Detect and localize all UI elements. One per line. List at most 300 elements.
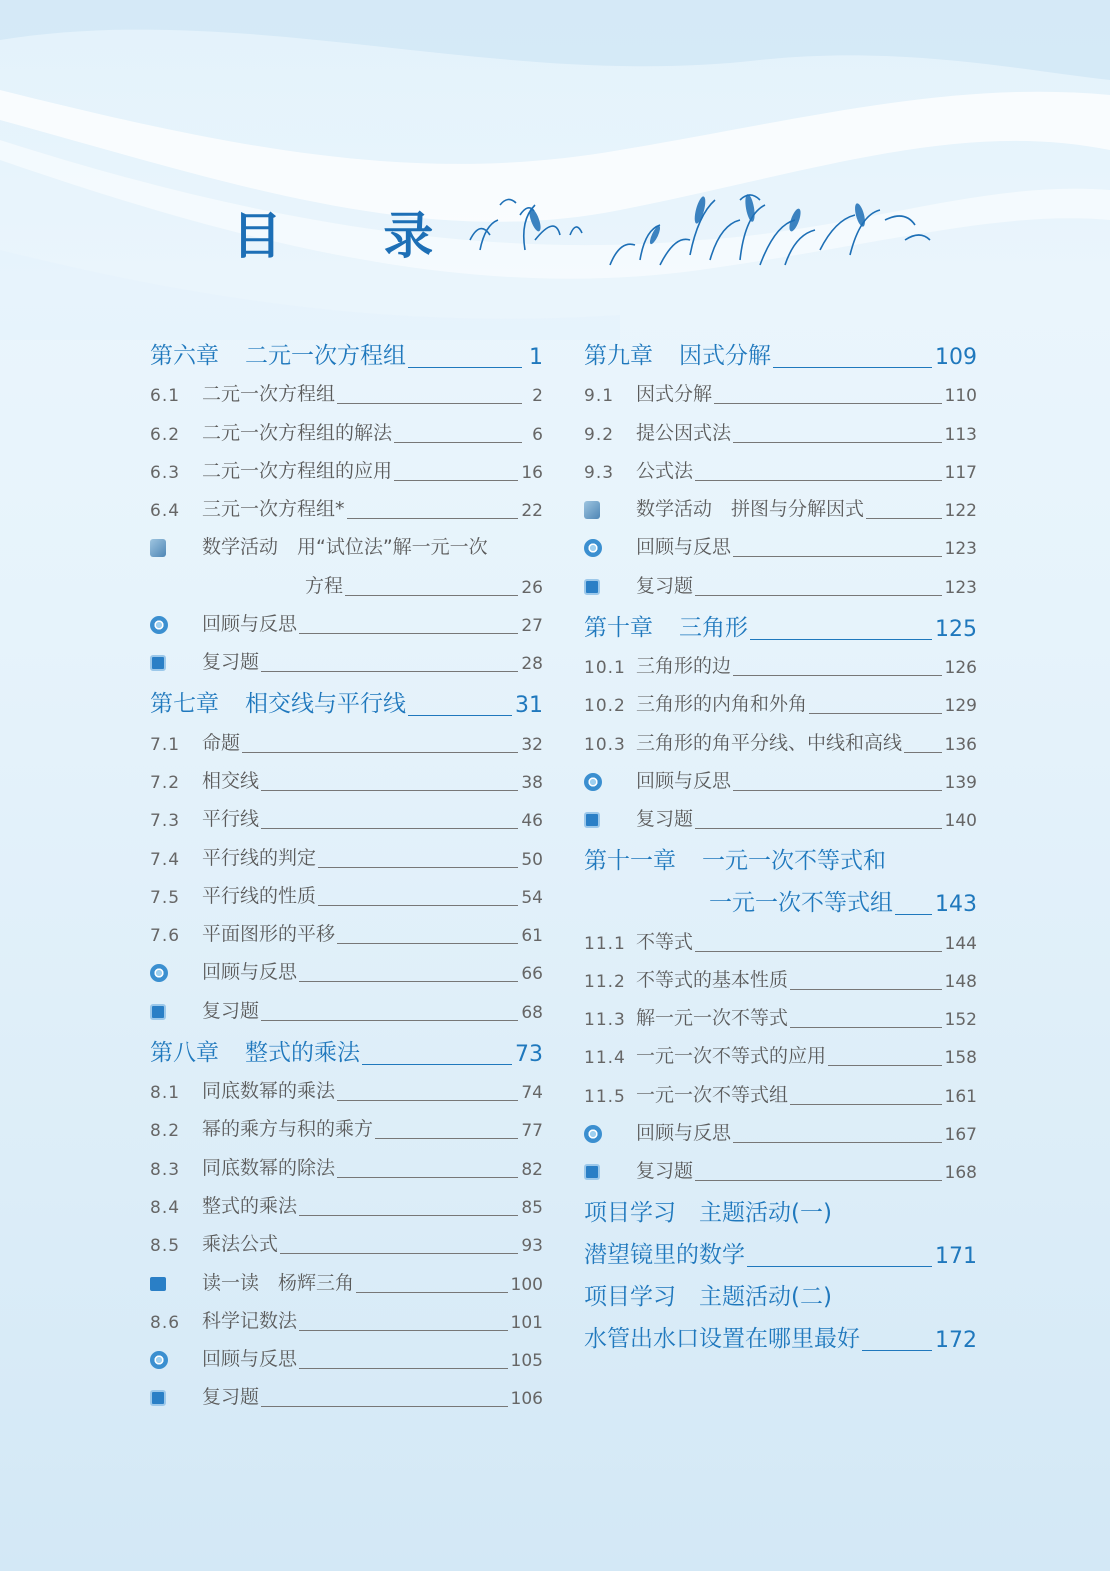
page-number: 122 [944, 501, 977, 522]
section-number: 11.3 [584, 1010, 626, 1031]
page-number: 139 [944, 772, 977, 793]
toc-entry-inner [584, 418, 977, 453]
toc-section[interactable] [584, 724, 977, 762]
toc-entry-inner [150, 1229, 543, 1264]
toc-entry-inner [584, 965, 977, 1000]
activity-title: 复习题 [636, 1160, 694, 1183]
review-icon [150, 1351, 168, 1369]
page-number: 22 [521, 501, 543, 522]
leader-line [261, 1406, 508, 1407]
project-title: 潜望镜里的数学 [584, 1242, 745, 1269]
toc-section[interactable] [584, 453, 977, 491]
section-number: 6.2 [150, 424, 181, 445]
leader-line [345, 595, 518, 596]
toc-chapter[interactable] [584, 606, 977, 648]
page-number: 123 [944, 539, 977, 560]
leader-line [299, 1330, 508, 1331]
chapter-number: 第八章 [150, 1039, 219, 1066]
activity-title: 回顾与反思 [636, 1122, 732, 1145]
page-number: 66 [521, 964, 543, 985]
toc-entry-inner [150, 1268, 543, 1303]
page-number: 85 [521, 1197, 543, 1218]
section-number: 8.4 [150, 1197, 181, 1218]
leader-line [904, 752, 942, 753]
toc-section[interactable] [584, 1000, 977, 1038]
exercise-icon-wrap [150, 1001, 202, 1023]
project-title: 项目学习 主题活动(二) [584, 1284, 832, 1311]
leader-line [375, 1138, 518, 1139]
toc-activity[interactable] [584, 567, 977, 605]
section-number: 10.1 [584, 658, 626, 679]
section-number: 11.5 [584, 1086, 626, 1107]
toc-activity[interactable] [150, 606, 543, 644]
section-number: 9.1 [584, 386, 615, 407]
section-title: 幂的乘方与积的乘方 [202, 1118, 374, 1141]
leader-line [790, 1027, 942, 1028]
toc-entry-inner [150, 957, 543, 992]
section-title: 三角形的角平分线、中线和高线 [636, 731, 903, 754]
toc-activity[interactable] [584, 529, 977, 567]
toc-entry-inner [150, 766, 543, 801]
page-number: 167 [944, 1125, 977, 1146]
toc-entry-inner [150, 1153, 543, 1188]
section-title: 一元一次不等式的应用 [636, 1045, 827, 1068]
leader-line [408, 367, 522, 368]
section-title: 不等式 [636, 930, 694, 953]
page-number: 105 [510, 1351, 543, 1372]
toc-entry-inner [584, 571, 977, 606]
page-number: 26 [521, 577, 543, 598]
toc-entry-inner [584, 1320, 977, 1359]
toc-section[interactable] [150, 839, 543, 877]
leader-line [337, 943, 518, 944]
toc-entry-inner [150, 919, 543, 954]
toc-entry-inner [150, 843, 543, 878]
section-title: 平行线 [202, 808, 260, 831]
toc-project[interactable] [584, 1233, 977, 1275]
flower-decoration [440, 180, 940, 280]
toc-chapter[interactable] [584, 839, 977, 881]
section-number: 9.2 [584, 424, 615, 445]
page-number: 82 [521, 1159, 543, 1180]
section-number: 11.2 [584, 971, 626, 992]
toc-activity[interactable] [584, 1115, 977, 1153]
section-title: 公式法 [636, 459, 694, 482]
page-number: 125 [935, 616, 977, 642]
activity-title: 数学活动 用“试位法”解一元一次 [202, 536, 488, 559]
toc-entry-inner [150, 1076, 543, 1111]
exercise-icon-wrap [584, 809, 636, 831]
review-icon-wrap [584, 1123, 636, 1145]
leader-line [733, 1142, 942, 1143]
section-number: 8.6 [150, 1312, 181, 1333]
chapter-name: 整式的乘法 [245, 1039, 360, 1066]
activity-title: 数学活动 拼图与分解因式 [636, 498, 865, 521]
toc-entry-inner [584, 804, 977, 839]
chapter-title [150, 337, 406, 370]
toc-project[interactable] [584, 1317, 977, 1359]
leader-line [862, 1350, 932, 1351]
page-number: 117 [944, 462, 977, 483]
section-title: 二元一次方程组的解法 [202, 421, 393, 444]
page-number: 2 [532, 386, 543, 407]
leader-line [261, 1020, 518, 1021]
section-title: 平面图形的平移 [202, 923, 336, 946]
leader-line [733, 790, 942, 791]
toc-section[interactable] [150, 724, 543, 762]
activity-icon [150, 539, 166, 557]
toc-entry-inner [150, 728, 543, 763]
section-number: 6.1 [150, 386, 181, 407]
page-number: 172 [935, 1328, 977, 1354]
review-icon-wrap [584, 771, 636, 793]
leader-line [695, 480, 942, 481]
toc-activity[interactable] [584, 801, 977, 839]
leader-line [790, 1104, 942, 1105]
toc-entry-inner [584, 1236, 977, 1275]
leader-line [733, 675, 942, 676]
activity-title: 复习题 [636, 808, 694, 831]
leader-line [714, 403, 942, 404]
section-number: 10.2 [584, 696, 626, 717]
exercise-icon-wrap [584, 1161, 636, 1183]
toc-project[interactable] [584, 1275, 977, 1317]
activity-title-cont: 方程 [305, 574, 344, 597]
page-number: 54 [521, 887, 543, 908]
toc-entry-inner [150, 379, 543, 414]
section-title: 提公因式法 [636, 421, 732, 444]
toc-section[interactable] [150, 1303, 543, 1341]
toc-section[interactable] [584, 962, 977, 1000]
toc-entry-inner [584, 494, 977, 529]
chapter-number: 第十一章 [584, 848, 676, 875]
exercise-icon [150, 655, 166, 671]
toc-chapter[interactable] [150, 682, 543, 724]
toc-entry-inner [584, 532, 977, 567]
chapter-number: 第九章 [584, 343, 653, 369]
toc-entry-inner [150, 1114, 543, 1149]
toc-activity[interactable] [584, 1153, 977, 1191]
page-number: 161 [944, 1086, 977, 1107]
toc-section[interactable] [150, 878, 543, 916]
page-number: 31 [515, 693, 543, 719]
toc-chapter[interactable] [584, 334, 977, 376]
page-number: 126 [944, 658, 977, 679]
review-icon [584, 773, 602, 791]
section-title: 三角形的边 [636, 655, 732, 678]
page-number: 106 [510, 1389, 543, 1410]
toc-entry-inner [150, 1344, 543, 1379]
page-number: 100 [510, 1274, 543, 1295]
page-number: 113 [944, 424, 977, 445]
leader-line [261, 828, 518, 829]
section-title: 整式的乘法 [202, 1194, 298, 1217]
leader-line [337, 1100, 518, 1101]
toc-entry-inner [584, 456, 977, 491]
toc-section[interactable] [150, 1073, 543, 1111]
exercise-icon-wrap [150, 652, 202, 674]
toc-entry-inner [584, 728, 977, 763]
leader-line [695, 1180, 942, 1181]
page-number: 74 [521, 1083, 543, 1104]
page-number: 46 [521, 811, 543, 832]
page-number: 77 [521, 1121, 543, 1142]
toc-entry-inner [584, 842, 977, 881]
page-number: 143 [935, 892, 977, 918]
section-title: 平行线的性质 [202, 884, 317, 907]
leader-line [318, 867, 518, 868]
leader-line [318, 905, 518, 906]
leader-line [695, 828, 942, 829]
chapter-title [150, 685, 406, 718]
toc-section[interactable] [584, 1076, 977, 1114]
page-number: 38 [521, 772, 543, 793]
review-icon-wrap [150, 1349, 202, 1371]
leader-line [895, 914, 932, 915]
toc-entry-inner [584, 689, 977, 724]
section-number: 7.6 [150, 926, 181, 947]
toc-entry-inner [150, 685, 543, 724]
chapter-name-cont: 一元一次不等式组 [709, 890, 893, 917]
activity-title: 回顾与反思 [202, 613, 298, 636]
section-number: 7.2 [150, 772, 181, 793]
leader-line [280, 1253, 518, 1254]
section-number: 11.1 [584, 933, 626, 954]
toc-activity[interactable] [150, 1341, 543, 1379]
toc-section[interactable] [584, 1038, 977, 1076]
toc-activity[interactable] [584, 491, 977, 529]
chapter-name: 一元一次不等式和 [702, 848, 886, 875]
page-number: 129 [944, 696, 977, 717]
toc-entry-inner [584, 927, 977, 962]
activity-title: 回顾与反思 [202, 961, 298, 984]
leader-line [299, 981, 518, 982]
section-number: 8.2 [150, 1121, 181, 1142]
activity-title: 读一读 杨辉三角 [202, 1271, 355, 1294]
page-number: 16 [521, 462, 543, 483]
section-title: 科学记数法 [202, 1309, 298, 1332]
activity-icon [584, 501, 600, 519]
page-number: 6 [532, 424, 543, 445]
chapter-title [584, 842, 886, 875]
leader-line [790, 989, 942, 990]
page-number: 136 [944, 734, 977, 755]
review-icon [150, 616, 168, 634]
exercise-icon [584, 579, 600, 595]
page-number: 32 [521, 734, 543, 755]
section-number: 6.4 [150, 501, 181, 522]
toc-section[interactable] [150, 376, 543, 414]
toc-section[interactable] [584, 686, 977, 724]
section-number: 11.4 [584, 1048, 626, 1069]
page-number: 109 [935, 345, 977, 370]
toc-left-column [150, 334, 543, 1417]
leader-line [733, 556, 942, 557]
toc-entry-inner [584, 651, 977, 686]
page-number: 101 [510, 1312, 543, 1333]
toc-section[interactable] [150, 414, 543, 452]
toc-chapter[interactable] [150, 1031, 543, 1073]
toc-entry-inner [150, 337, 543, 376]
exercise-icon [150, 1004, 166, 1020]
leader-line [828, 1065, 942, 1066]
leader-line [747, 1266, 932, 1267]
chapter-name: 相交线与平行线 [245, 691, 406, 718]
leader-line [408, 715, 512, 716]
toc-section[interactable] [150, 1149, 543, 1187]
chapter-number: 第七章 [150, 691, 219, 718]
toc-activity[interactable] [150, 1264, 543, 1302]
review-icon [584, 539, 602, 557]
toc-section[interactable] [150, 763, 543, 801]
chapter-title [584, 337, 771, 370]
toc-activity[interactable] [150, 529, 543, 567]
toc-entry-inner [584, 379, 977, 414]
toc-entry-inner [150, 804, 543, 839]
leader-line [750, 639, 932, 640]
page-number: 148 [944, 971, 977, 992]
review-icon-wrap [150, 614, 202, 636]
section-number: 7.5 [150, 887, 181, 908]
toc-section[interactable] [584, 923, 977, 961]
activity-title: 复习题 [202, 1386, 260, 1409]
section-number: 7.1 [150, 734, 181, 755]
leader-line [695, 595, 942, 596]
page-number: 140 [944, 811, 977, 832]
section-title: 平行线的判定 [202, 846, 317, 869]
toc-project[interactable] [584, 1191, 977, 1233]
section-title: 一元一次不等式组 [636, 1083, 789, 1106]
toc-section[interactable] [150, 1226, 543, 1264]
activity-icon-wrap [584, 499, 636, 521]
toc-activity-cont[interactable] [150, 567, 543, 605]
leader-line [356, 1292, 508, 1293]
page-number: 144 [944, 933, 977, 954]
toc-entry-inner [584, 1003, 977, 1038]
toc-entry-inner [584, 1278, 977, 1317]
section-title: 同底数幂的除法 [202, 1156, 336, 1179]
toc-section[interactable] [150, 491, 543, 529]
page-number: 68 [521, 1002, 543, 1023]
section-title: 二元一次方程组 [202, 383, 336, 406]
toc-entry-inner [150, 571, 543, 606]
activity-title: 复习题 [202, 999, 260, 1022]
exercise-icon [584, 812, 600, 828]
section-title: 因式分解 [636, 383, 713, 406]
activity-icon-wrap [150, 537, 202, 559]
toc-entry-inner [584, 337, 977, 376]
toc-entry-inner [584, 1118, 977, 1153]
chapter-name: 三角形 [679, 614, 748, 641]
page-number: 152 [944, 1010, 977, 1031]
exercise-icon-wrap [584, 576, 636, 598]
page-number: 28 [521, 654, 543, 675]
toc-entry-inner [584, 1041, 977, 1076]
toc-chapter-cont[interactable] [584, 881, 977, 923]
section-title: 命题 [202, 731, 241, 754]
toc-section[interactable] [584, 376, 977, 414]
exercise-icon [584, 1164, 600, 1180]
chapter-name: 因式分解 [679, 343, 771, 369]
toc-activity[interactable] [584, 763, 977, 801]
section-number: 7.4 [150, 849, 181, 870]
page-number: 123 [944, 577, 977, 598]
toc-entry-inner [584, 1156, 977, 1191]
toc-entry-inner [150, 456, 543, 491]
chapter-number: 第十章 [584, 614, 653, 641]
section-title: 三角形的内角和外角 [636, 693, 808, 716]
toc-entry-inner [150, 1382, 543, 1417]
toc-entry-inner [584, 1080, 977, 1115]
chapter-title [584, 609, 748, 642]
section-number: 8.3 [150, 1159, 181, 1180]
toc-chapter[interactable] [150, 334, 543, 376]
leader-line [866, 518, 942, 519]
page-number: 61 [521, 926, 543, 947]
toc-activity[interactable] [150, 1379, 543, 1417]
toc-entry-inner [150, 609, 543, 644]
leader-line [299, 633, 518, 634]
section-title: 乘法公式 [202, 1233, 279, 1256]
section-title: 同底数幂的乘法 [202, 1080, 336, 1103]
leader-line [394, 442, 522, 443]
page-number: 93 [521, 1236, 543, 1257]
toc-entry-inner [150, 1034, 543, 1073]
toc-entry-inner [150, 418, 543, 453]
toc-section[interactable] [150, 1111, 543, 1149]
toc-section[interactable] [584, 648, 977, 686]
leader-line [299, 1368, 508, 1369]
chapter-number: 第六章 [150, 343, 219, 369]
page-title: 目 录 [232, 206, 476, 265]
exercise-icon-wrap [150, 1387, 202, 1409]
leader-line [347, 518, 519, 519]
toc-activity[interactable] [150, 644, 543, 682]
toc-right-column [584, 334, 977, 1359]
read-icon [150, 1277, 166, 1291]
toc-activity[interactable] [150, 992, 543, 1030]
toc-entry-inner [150, 1191, 543, 1226]
leader-line [261, 790, 518, 791]
leader-line [261, 671, 518, 672]
toc-section[interactable] [584, 414, 977, 452]
page-number: 171 [935, 1244, 977, 1270]
toc-section[interactable] [150, 453, 543, 491]
toc-section[interactable] [150, 916, 543, 954]
page-number: 73 [515, 1041, 543, 1067]
section-title: 二元一次方程组的应用 [202, 459, 393, 482]
read-icon-wrap [150, 1273, 202, 1295]
toc-section[interactable] [150, 801, 543, 839]
leader-line [809, 713, 942, 714]
page-number: 110 [944, 386, 977, 407]
toc-entry-inner [150, 494, 543, 529]
toc-entry-inner [584, 1194, 977, 1233]
section-title: 三元一次方程组* [202, 498, 345, 521]
toc-entry-inner [150, 1306, 543, 1341]
page-number: 1 [529, 345, 543, 370]
toc-section[interactable] [150, 1188, 543, 1226]
toc-activity[interactable] [150, 954, 543, 992]
page-number: 27 [521, 616, 543, 637]
review-icon [150, 964, 168, 982]
section-number: 10.3 [584, 734, 626, 755]
section-title: 不等式的基本性质 [636, 968, 789, 991]
review-icon-wrap [584, 537, 636, 559]
leader-line [337, 403, 522, 404]
leader-line [242, 752, 518, 753]
toc-entry-inner [150, 881, 543, 916]
